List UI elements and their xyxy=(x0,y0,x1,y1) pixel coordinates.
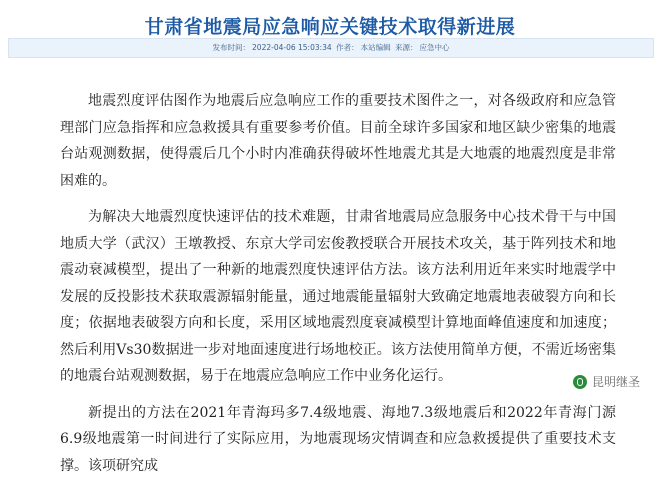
watermark-text: 昆明继圣 xyxy=(591,375,640,389)
article-body xyxy=(60,88,616,489)
watermark xyxy=(567,371,646,392)
publish-time-label: 发布时间： xyxy=(212,43,251,52)
author: 本站编辑 xyxy=(360,43,391,52)
publish-time: 2022-04-06 15:03:34 xyxy=(252,43,332,52)
article-title: 甘肃省地震局应急响应关键技术取得新进展 xyxy=(144,16,516,38)
source-label: 来源： xyxy=(394,43,418,52)
wechat-logo-icon xyxy=(573,375,587,389)
paragraph-2: 为解决大地震烈度快速评估的技术难题，甘肃省地震局应急服务中心技术骨干与中国地质大学（武汉）王墩教授、东京大学司宏俊教授联合开展技术攻关，基于阵列技术和地震动衰减模型，提出了一种新的地震烈度快速评估方法。该方法利用近年来实时地震学中发展的反投影技术获取震源辐射能量，通过地震能量辐射大致确定地震地表破裂方向和长度；依据地表破裂方向和长度，采用区域地震烈度衰减模型计算地面峰值速度和加速度；然后利用Vs30数据进一步对地面速度进行场地校正。该方法使用简单方便，不需近场密集的地震台站观测数据，易于在地震应急响应工作中业务化运行。 xyxy=(60,209,616,384)
author-label: 作者： xyxy=(336,43,359,52)
paragraph-3: 新提出的方法在2021年青海玛多7.4级地震、海地7.3级地震后和2022年青海门源6.9级地震第一时间进行了实际应用，为地震现场灾情调查和应急救援提供了重要技术支撑。该项研究成 xyxy=(60,404,616,474)
source: 应急中心 xyxy=(419,43,450,52)
article-meta-bar xyxy=(8,38,654,58)
paragraph-1: 地震烈度评估图作为地震后应急响应工作的重要技术图件之一，对各级政府和应急管理部门应急指挥和应急救援具有重要参考价值。目前全球许多国家和地区缺少密集的地震台站观测数据，使得震后几个小时内准确获得破坏性地震尤其是大地震的地震烈度是非常困难的。 xyxy=(60,93,616,189)
